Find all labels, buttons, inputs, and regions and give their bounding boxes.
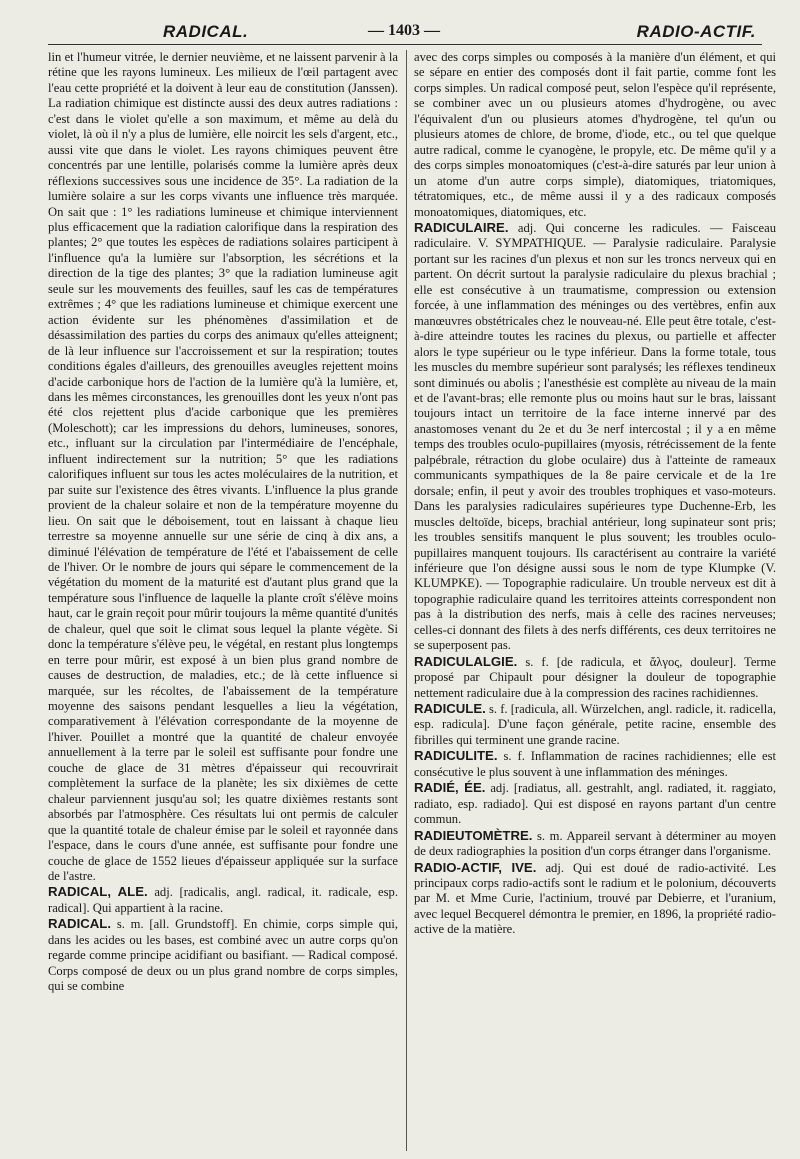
running-header [48,18,760,44]
dictionary-entry [414,780,776,827]
entry-definition: adj. [radicalis, angl. radical, it. radicale, esp. radical]. Qui appartient à la racine. [48,885,398,915]
entry-headword: RADICAL, ALE. [48,884,148,900]
entry-definition: s. f. [radicula, all. Würzelchen, angl. radicle, it. radicella, esp. radicula]. D'une façon générale, petite racine, ensemble des fibrilles qui terminent une grande racine. [414,702,776,747]
entry-headword: RADICULITE. [414,748,498,764]
continued-paragraph: avec des corps simples ou composés à la manière d'un élément, et qui se sépare en entier des composés dont il fait partie, comme font les corps simples. Un radical composé peut, selon l'espèce qu'il représente, se combiner avec un ou plusieurs atomes d'hydrogène, ou avec l'équivalent d'un ou plusieurs atomes d'hydrogène, tel qu'un ou plusieurs atomes de chlore, de brome, d'iode, etc., ou tel que quelque autre radical, comme le cyanogène, le propyle, etc. De même qu'il y a des corps simples monoatomiques (c'est-à-dire saturés par leur union à un atome d'un autre corps simple), diatomiques, triatomiques, tétratomiques, etc., de même aussi il y a des radicaux composés monoatomiques, diatomiques, etc. [414,50,776,219]
entry-headword: RADIÉ, ÉE. [414,780,486,796]
dictionary-entry [48,884,398,916]
right-column [414,50,776,1149]
page-number: — 1403 — [368,22,440,39]
dictionary-entry [414,654,776,701]
dictionary-entry [414,701,776,748]
column-divider [406,50,407,1151]
entry-headword: RADIEUTOMÈTRE. [414,827,533,843]
left-column [48,50,398,1149]
entry-definition: s. m. Appareil servant à déterminer au moyen de deux radiographies la position d'un corps étranger dans l'organisme. [414,828,776,859]
entry-headword: RADICULALGIE. [414,653,518,669]
entry-headword: RADICULAIRE. [414,219,509,235]
dictionary-entry [414,828,776,860]
dictionary-entry [48,916,398,994]
entry-definition: s. f. Inflammation de racines rachidiennes; elle est consécutive le plus souvent à une inflammation des méninges. [414,749,776,779]
entry-headword: RADICAL. [48,916,112,932]
dictionary-entry [414,860,776,938]
entry-definition: s. m. [all. Grundstoff]. En chimie, corps simple qui, dans les acides ou les bases, est combiné avec un autre corps qu'on regarde comme principe acidifiant ou basifiant. — Radical composé. Corps composé de deux ou un plus grand nombre de corps simples, qui se combine [48,917,398,994]
entry-definition: s. f. [de radicula, et ἄλγος, douleur]. Terme proposé par Chipault pour désigner la douleur de topographie nettement radiculaire due à la compression des racines rachidiennes. [414,654,776,700]
dictionary-entry [414,748,776,780]
dictionary-entry [414,220,776,654]
entry-headword: RADIO-ACTIF, IVE. [414,859,537,875]
header-right-word: RADIO-ACTIF. [636,22,756,41]
continued-paragraph: lin et l'humeur vitrée, le dernier neuvième, et ne laissent parvenir à la rétine que les rayons lumineux. Les milieux de l'œil partagent avec l'eau cette propriété et la doivent à leur eau de constitution (Janssen). La radiation chimique est distincte aussi des deux autres radiations : c'est dans le violet qu'elle a son maximum, et même au delà du violet, là où il n'y a plus de lumière, elle noircit les sels d'argent, etc., aussi vite que dans le violet. Les rayons chimiques peuvent être concentrés par une lentille, polarisés comme la lumière après deux réflexions successives sous une incidence de 35°. La radiation de la lumière solaire a sur les corps vivants une influence très marquée. On sait que : 1° les radiations lumineuse et chimique interviennent plus efficacement que la radiation calorifique dans la respiration des plantes; 2° que toutes les espèces de radiations solaires participent à l'influence qu'a la lumière sur l'absorption, les sécrétions et la direction de la tige des plantes; 3° que la radiation lumineuse agit seule sur les mouvements des feuilles, sauf les cas de températures extrêmes ; 4° que les radiations lumineuse et chimique exercent une action évidente sur les phénomènes d'assimilation et de désassimilation des parties du corps des animaux qu'elles atteignent; de là leur influence sur l'accroissement et sur la respiration; toutes conditions égales d'ailleurs, des grenouilles aveugles rejettent moins d'acide carbonique hors de l'action de la lumière qu'à la lumière, et, dans les mêmes circonstances, les grenouilles dont les yeux n'ont pas été clos rejettent plus d'acide carbonique que les premières (Moleschott); car les impressions du dehors, lumineuses, sonores, etc., influant sur la circulation par l'intermédiaire de l'encéphale, influent indirectement sur la nutrition; 5° que les radiations calorifiques influent sur tous les actes moléculaires de la nutrition, et par suite sur l'existence des êtres vivants. L'influence la plus grande provient de la chaleur solaire et non de la température moyenne du lieu. On sait que le déboisement, tout en laissant à chaque lieu terrestre sa moyenne annuelle sur une série de cinq à dix ans, a diminué l'élévation de température de l'été et l'abaissement de celle de l'hiver. Or le nombre de jours qui sépare le commencement de la végétation du moment de la maturité est d'autant plus grand que la température sous l'influence de laquelle la plante croît s'élève moins haut, car le grain reçoit pour mûrir toujours la même quantité d'unités de chaleur, quel que soit le climat sous lequel la plante végète. Si donc la température s'élève peu, le végétal, en restant plus longtemps en terre pour mûrir, est exposé à un bien plus grand nombre de causes de destruction, de maladies, etc.; de là cette influence si marquée, sur les récoltes, de l'abaissement de la température moyenne des saisons pendant lesquelles a lieu la végétation, comparativement à l'élévation correspondante de la moyenne de l'hiver. Pouillet a montré que la quantité de chaleur envoyée annuellement à la terre par le soleil est suffisante pour fondre une couche de glace de 31 mètres d'épaisseur qui recouvrirait complètement la surface de la planète; les six dixièmes de cette chaleur parviennent jusqu'au sol; les quatre dixièmes restants sont absorbés par l'atmosphère. Ces résultats lui ont permis de calculer que la quantité totale de chaleur émise par le soleil et rayonnée dans l'espace, dans le cours d'une année, est suffisante pour fondre une couche de glace de 1552 lieues d'épaisseur appliquée sur la surface de l'astre. [48,50,398,884]
entry-definition: adj. Qui est doué de radio-activité. Les principaux corps radio-actifs sont le radium et le polonium, découverts par M. et Mme Curie, l'actinium, trouvé par Debierre, et l'uranium, avec lequel Becquerel démontra le premier, en 1896, la propriété radio-active de la matière. [414,860,776,937]
header-left-word: RADICAL. [163,22,249,41]
entry-definition: adj. [radiatus, all. gestrahlt, angl. radiated, it. raggiato, radiato, esp. radiado]. Qui est disposé en rayons partant d'un centre commun. [414,781,776,827]
entry-definition: adj. Qui concerne les radicules. — Faisceau radiculaire. V. SYMPATHIQUE. — Paralysie radiculaire. Paralysie portant sur les racines d'un plexus et non sur les troncs nerveux qui en partent. On décrit surtout la paralysie radiculaire du plexus brachial ; elle est consécutive à un traumatisme, compression ou extension forcée, à une inflammation des méninges ou des vertèbres, enfin aux manœuvres obstétricales chez le nouveau-né. Elle peut être totale, c'est-à-dire atteindre toutes les racines du plexus, ou partielle et affecter alors le type supérieur ou le type inférieur. Dans la forme totale, tous les muscles du membre supérieur sont paralysés; les réflexes tendineux sont diminués ou abolis ; l'anesthésie est complète au niveau de la main et de l'avant-bras; elle remonte plus ou moins haut sur le bras, laissant toujours intact un territoire de la face interne innervé par des anastomoses venant du 2e et du 3e nerf intercostal ; il y a en même temps des troubles oculo-pupillaires (myosis, rétrécissement de la fente palpébrale, rétraction du globe oculaire) dus à l'atteinte de rameaux communicants sympathiques de la 8e paire cervicale et de la 1re dorsale; enfin, il peut y avoir des troubles trophiques et vaso-moteurs. Dans les paralysies radiculaires supérieures type Duchenne-Erb, les muscles deltoïde, biceps, brachial antérieur, long supinateur sont pris; les troubles sensitifs manquent le plus souvent; les troubles oculo-pupillaires manquent toujours. Ils caractérisent au contraire la variété inférieure que l'on désigne aussi sous le nom de type Klumpke (V. KLUMPKE). — Topographie radiculaire. Un trouble nerveux est dit à topographie radiculaire quand les territoires atteints correspondent non pas à la distribution des nerfs, mais à celle des racines nerveuses; celles-ci donnant des filets à des nerfs différents, ces deux territoires ne se superposent pas. [414,220,776,653]
header-rule [48,44,762,45]
entry-headword: RADICULE. [414,701,486,717]
